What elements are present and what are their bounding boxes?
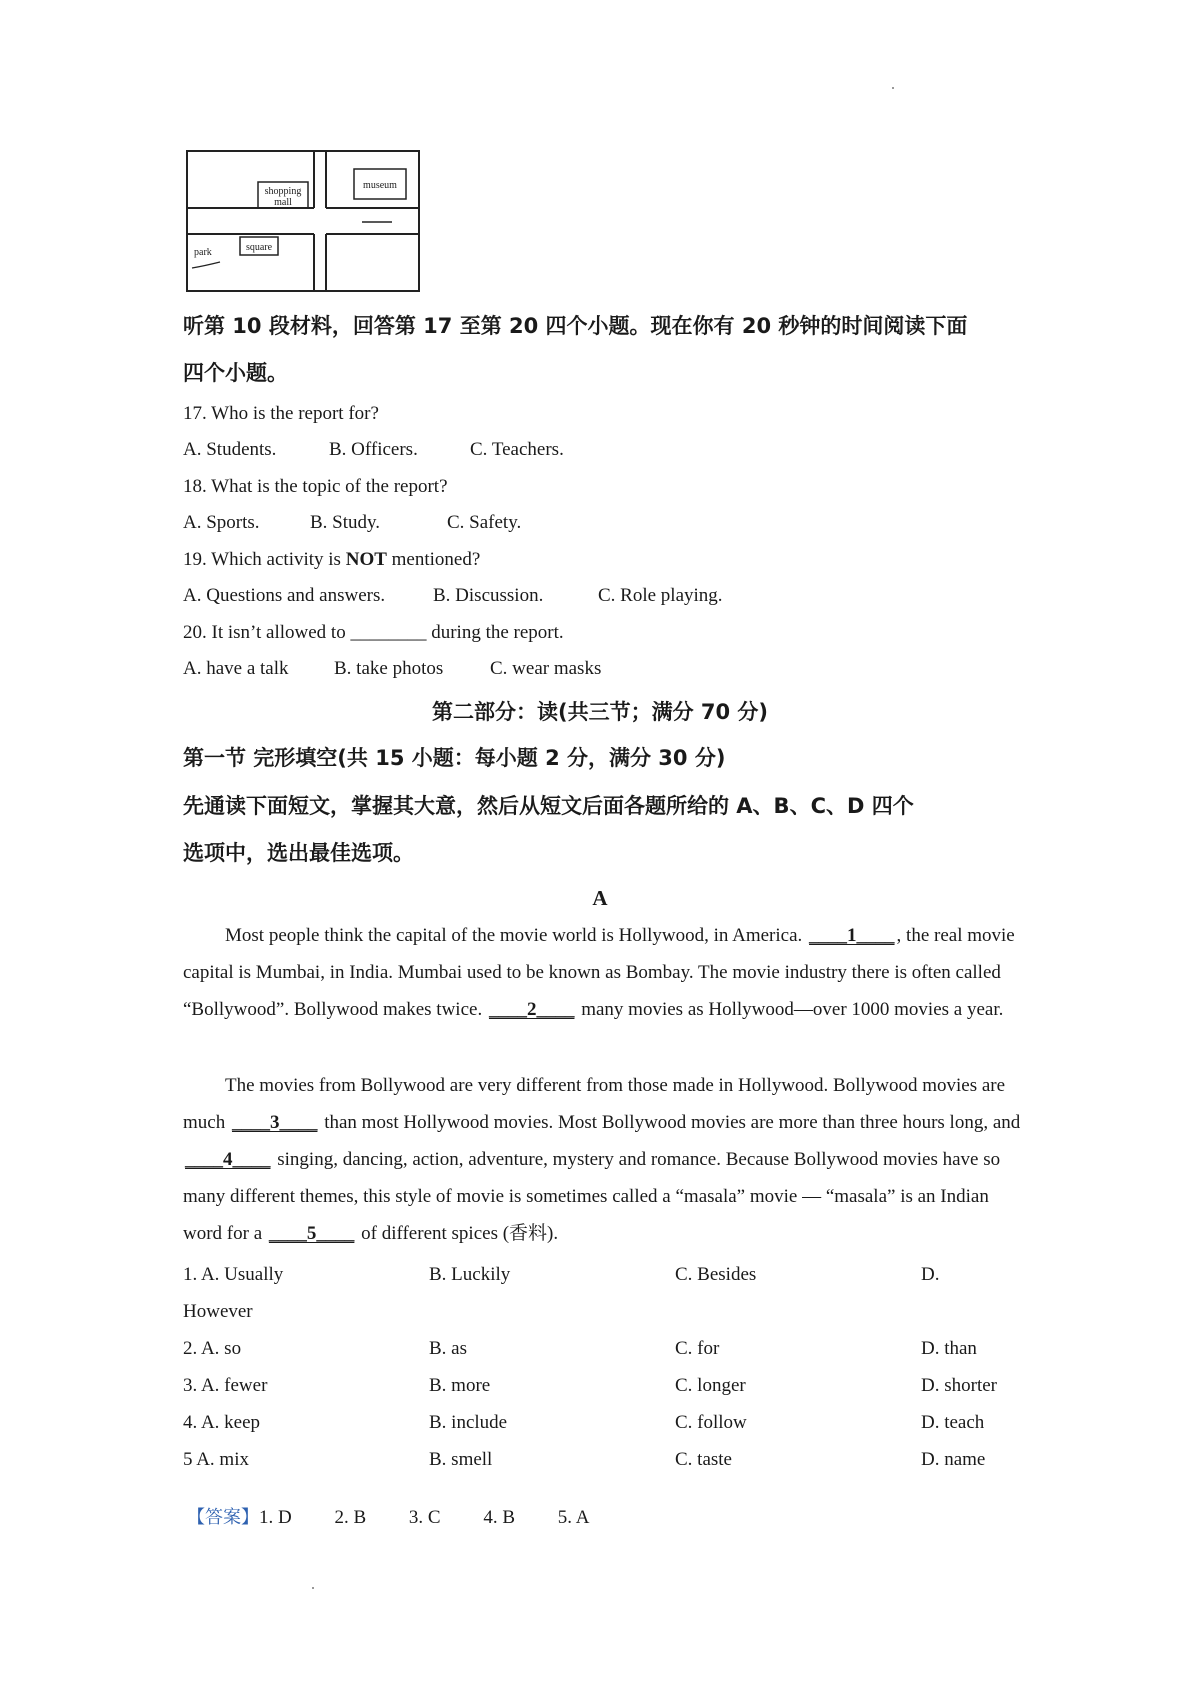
choice-3-b: B. more [429,1375,491,1396]
choice-2-a: 2. A. so [183,1338,242,1359]
choice-4-d: D. teach [921,1412,985,1433]
choice-1-d-wrap: However [183,1301,253,1322]
q20-option-c: C. wear masks [490,658,602,679]
q18-option-c: C. Safety. [447,512,522,533]
choice-2-c: C. for [675,1338,720,1359]
answer-4: 4. B [483,1507,516,1528]
choice-5-b: B. smell [429,1449,493,1470]
instruction-line-2: 四个小题。 [183,361,288,385]
q19-option-a: A. Questions and answers. [183,585,386,606]
question-17: 17. Who is the report for? [183,403,379,424]
choice-2-b: B. as [429,1338,467,1359]
q19-option-b: B. Discussion. [433,585,544,606]
map-figure [186,150,422,294]
q20-option-b: B. take photos [334,658,444,679]
section-1-title: 第一节 完形填空(共 15 小题：每小题 2 分，满分 30 分) [183,746,726,770]
choice-2-d: D. than [921,1338,977,1359]
passage-heading: A [592,886,608,910]
choice-4-c: C. follow [675,1412,747,1433]
choice-3-a: 3. A. fewer [183,1375,268,1396]
q20-option-a: A. have a talk [183,658,289,679]
answer-2: 2. B [334,1507,367,1528]
choice-5-d: D. name [921,1449,986,1470]
q17-option-a: A. Students. [183,439,277,460]
q18-option-b: B. Study. [310,512,381,533]
instruction-line-1: 听第 10 段材料，回答第 17 至第 20 四个小题。现在你有 20 秒钟的时间阅读下面 [183,314,968,338]
map-label-square: square [245,242,273,253]
answer-5: 5. A [557,1507,590,1528]
answer-3: 3. C [408,1507,441,1528]
blank-1: ____1____ [809,925,895,946]
choice-1-a: 1. A. Usually [183,1264,284,1285]
choice-1-b: B. Luckily [429,1264,511,1285]
speck [892,87,894,89]
choice-5-c: C. taste [675,1449,732,1470]
section-instruction-line-1: 先通读下面短文，掌握其大意，然后从短文后面各题所给的 A、B、C、D 四个 [183,794,914,818]
answer-1: 1. D [259,1507,292,1528]
map-label-shopping-mall: shopping [264,186,302,197]
choice-4-b: B. include [429,1412,508,1433]
answer-line [187,1503,589,1529]
map-label-mall: mall [274,197,292,208]
choice-3-c: C. longer [675,1375,746,1396]
q18-option-a: A. Sports. [183,512,260,533]
section-instruction-line-2: 选项中，选出最佳选项。 [183,841,414,865]
blank-4: ____4____ [185,1149,271,1170]
q17-option-b: B. Officers. [329,439,418,460]
choice-1-c: C. Besides [675,1264,757,1285]
question-19: 19. Which activity is NOT mentioned? [183,549,481,570]
speck [312,1587,314,1589]
passage-paragraph-1: Most people think the capital of the movie world is Hollywood, in America. ____1____ , the real movie capital is Mumbai, in India. Mumbai used to be known as Bombay. The movie industry there is often called “Bollywood”. Bollywood makes twice. ____2____ many movies as Hollywood—over 1000 movies a year. [183,925,1015,1020]
part-2-title: 第二部分：读(共三节；满分 70 分) [431,700,769,724]
choice-5-a: 5 A. mix [183,1449,249,1470]
blank-2: ____2____ [488,999,575,1020]
q17-option-c: C. Teachers. [470,439,564,460]
question-20: 20. It isn’t allowed to ________ during the report. [183,622,564,643]
answer-tag: 【答案】 [187,1507,259,1528]
blank-3: ____3____ [231,1112,318,1133]
question-18: 18. What is the topic of the report? [183,476,448,497]
choice-4-a: 4. A. keep [183,1412,261,1433]
map-label-park: park [194,247,212,258]
map-label-museum: museum [363,180,397,191]
choice-3-d: D. shorter [921,1375,997,1396]
choice-1-d: D. [921,1264,940,1285]
q19-option-c: C. Role playing. [598,585,723,606]
passage-paragraph-2: The movies from Bollywood are very different from those made in Hollywood. Bollywood movies are much ____3____ than most Hollywood movies. Most Bollywood movies are more than three hours long, and ____4____ singing, dancing, action, adventure, mystery and romance. Because Bollywood movies have so many different themes, this style of movie is sometimes called a “masala” movie — “masala” is an Indian word for a ____5____ of different spices (香料). [183,1075,1021,1244]
blank-5: ____5____ [268,1223,355,1244]
